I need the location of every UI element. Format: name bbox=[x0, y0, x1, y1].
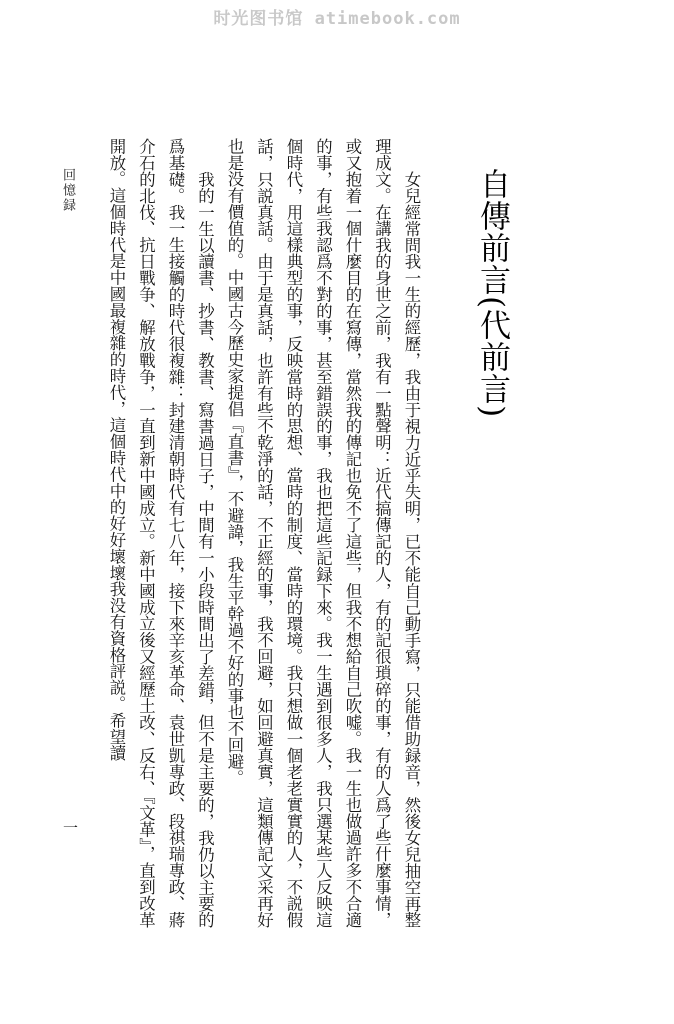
paragraph-1: 女兒經常問我一生的經歷，我由于視力近乎失明，已不能自己動手寫，只能借助録音，然後女兒抽空再整理成文。在講我的身世之前，我有一點聲明：近代搞傳記的人，有的記很瑣碎的事，有的人爲了些什麼事情，或又抱着一個什麼目的在寫傳，當然我的傳記也免不了這些，但我不想給自己吹嘘。我一生也做過許多不合適的事，有些我認爲不對的事，甚至錯誤的事，我也把這些記録下來。我一生遇到很多人，我只選某些人反映這個時代，用這樣典型的事，反映當時的思想、當時的制度、當時的環境。我只想做一個老老實實的人，不説假話，只説真話。由于是真話，也許有些不乾淨的話，不正經的事，我不回避，如回避真實，這類傳記文采再好也是没有價值的。中國古今歷史家提倡『直書』，不避諱，我生平幹過不好的事也不回避。 bbox=[225, 138, 421, 928]
page-number: 一 bbox=[61, 820, 79, 835]
watermark-text: 时光图书馆 atimebook.com bbox=[213, 9, 461, 29]
page-title: 自傳前言(代前言) bbox=[474, 168, 510, 419]
body-text bbox=[94, 138, 426, 928]
running-head: 回憶録 bbox=[60, 168, 75, 213]
paragraph-2: 我的一生以讀書、抄書、教書、寫書過日子，中間有一小段時間出了差錯，但不是主要的，我仍以主要的爲基礎。我一生接觸的時代很複雜：封建清朝時代有七八年，接下來辛亥革命、袁世凱專政、段祺瑞專政、蔣介石的北伐、抗日戰争、解放戰争，一直到新中國成立。新中國成立後又經歷土改、反右、『文革』，直到改革開放。這個時代是中國最複雜的時代，這個時代中的好好壞壞我没有資格評説。希望讀 bbox=[107, 138, 215, 928]
